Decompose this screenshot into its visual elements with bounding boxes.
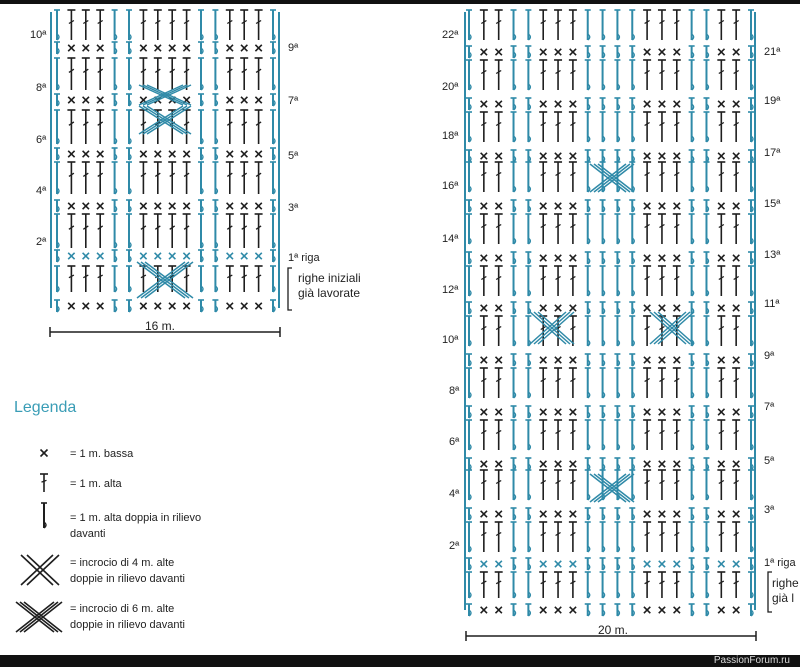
right-row-label-22: 22ª [442,29,459,41]
right-row-label-18: 18ª [442,130,459,142]
right-row-label-13: 13ª [764,249,781,261]
right-row-label-15: 15ª [764,198,781,210]
right-initial-rows-note [772,576,800,606]
right-row-label-20: 20ª [442,81,459,93]
legend-cross-4-line-2: doppie in rilievo davanti [70,573,185,585]
watermark-text: PassionForum.ru [713,655,790,666]
legend-x-stitch-text: = 1 m. bassa [70,448,134,460]
right-stitch-count: 20 m. [598,623,629,637]
left-row-label-3: 3ª [288,202,299,214]
right-row-label-4: 4ª [449,488,460,500]
right-row-label-5: 5ª [764,455,775,467]
right-row-label-17: 17ª [764,147,781,159]
left-stitch-count: 16 m. [145,319,176,333]
legend-front-post-line-2: davanti [70,528,106,540]
right-row-label-12: 12ª [442,284,459,296]
right-row-label-6: 6ª [449,436,460,448]
left-bracket [288,268,292,310]
right-row-label-3: 3ª [764,504,775,516]
right-row-label-9: 9ª [764,350,775,362]
left-row-label-5: 5ª [288,150,299,162]
left-crochet-chart [54,10,276,312]
right-row-label-19: 19ª [764,95,781,107]
left-note-line-1: righe iniziali [298,271,361,285]
legend-double-crochet-text: = 1 m. alta [70,478,122,490]
right-note-line-1: righe [772,576,799,590]
legend-cross-6-line-1: = incrocio di 6 m. alte [70,603,175,615]
legend-cross-4-line-1: = incrocio di 4 m. alte [70,557,175,569]
left-row-label-10: 10ª [30,29,47,41]
legend-cross-6-text [70,601,185,633]
right-row-label-10: 10ª [442,334,459,346]
legend-cross-6-line-2: doppie in rilievo davanti [70,619,185,631]
left-row-label-8: 8ª [36,82,47,94]
legend-cross-4-text [70,555,185,587]
right-row-label-1: 1ª riga [764,557,796,569]
right-row-label-21: 21ª [764,46,781,58]
legend-front-post-line-1: = 1 m. alta doppia in rilievo [70,512,202,524]
left-row-label-6: 6ª [36,134,47,146]
right-row-label-14: 14ª [442,233,459,245]
right-row-label-2: 2ª [449,540,460,552]
left-initial-rows-note [298,271,361,301]
left-row-label-4: 4ª [36,185,47,197]
legend-title: Legenda [14,399,77,416]
right-row-label-8: 8ª [449,385,460,397]
right-row-label-16: 16ª [442,180,459,192]
right-crochet-chart [466,10,754,616]
watermark-bar [0,655,800,667]
legend-front-post-text [70,510,201,542]
left-note-line-2: già lavorate [298,286,361,300]
right-row-label-11: 11ª [764,298,780,310]
dc-stitch-mark [42,480,47,482]
right-note-line-2: già l [772,591,795,605]
right-row-label-7: 7ª [764,401,775,413]
left-row-label-7: 7ª [288,95,299,107]
left-row-label-2: 2ª [36,236,47,248]
left-row-label-9: 9ª [288,42,299,54]
legend-symbols [16,450,62,633]
left-row-label-1: 1ª riga [288,252,320,264]
